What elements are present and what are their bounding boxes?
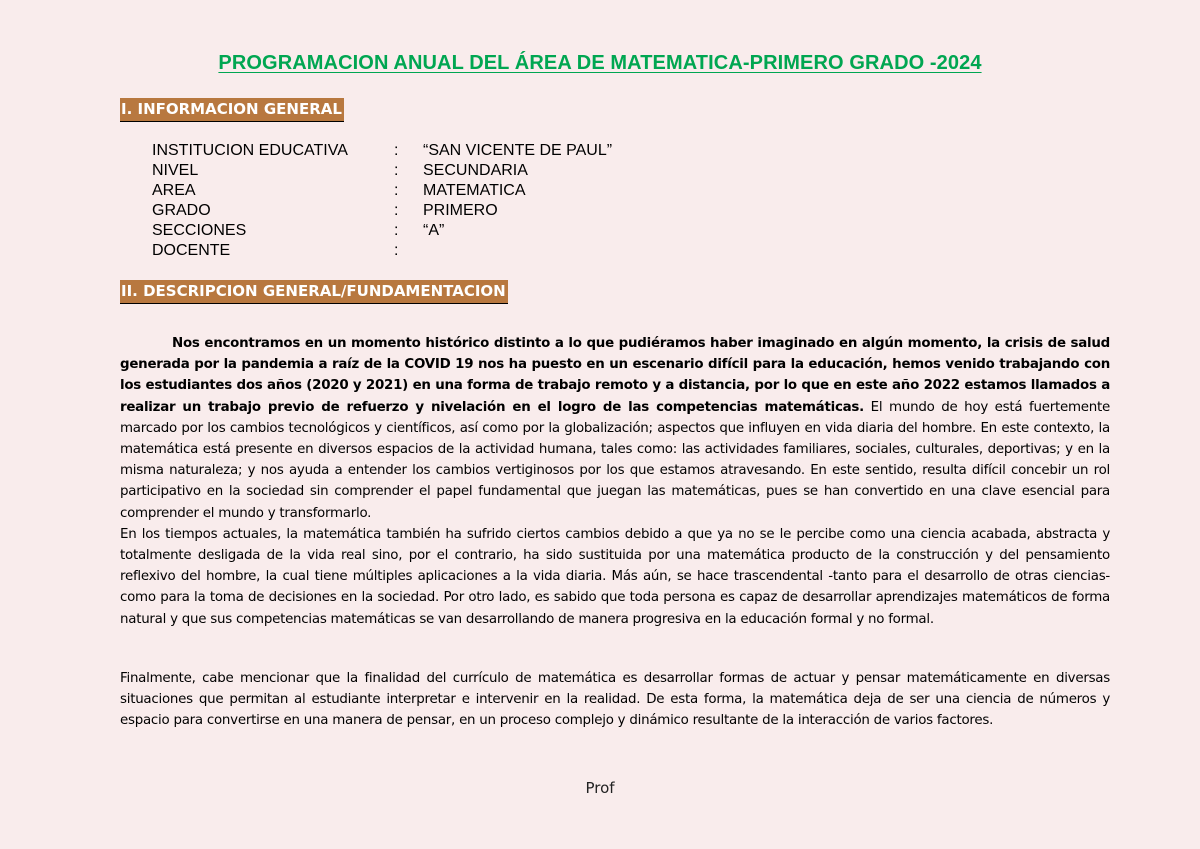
- document-title-text: PROGRAMACION ANUAL DEL ÁREA DE MATEMATICA-PRIMERO GRADO -2024: [218, 52, 982, 74]
- info-colon: :: [394, 242, 399, 259]
- info-label: SECCIONES: [152, 222, 247, 239]
- page-footer: Prof: [585, 779, 615, 797]
- info-colon: :: [394, 162, 399, 179]
- description-paragraph-3: Finalmente, cabe mencionar que la finalidad del currículo de matemática es desarrollar formas de actuar y pensar matemáticamente en diversas situaciones que permitan al estudiante interpretar e intervenir en la realidad. De esta forma, la matemática deja de ser una ciencia de números y espacio para convertirse en una manera de pensar, en un proceso complejo y dinámico resultante de la interacción de varios factores.: [120, 671, 1110, 729]
- info-colon: :: [394, 182, 399, 199]
- info-value: “A”: [423, 222, 445, 239]
- info-colon: :: [394, 202, 399, 219]
- info-value: MATEMATICA: [423, 182, 526, 199]
- info-value: SECUNDARIA: [423, 162, 528, 179]
- section-heading-general-info: I. INFORMACION GENERAL: [120, 98, 344, 122]
- document-title: [0, 52, 1200, 75]
- info-label: INSTITUCION EDUCATIVA: [152, 142, 348, 159]
- info-label: AREA: [152, 182, 196, 199]
- description-paragraph-2: En los tiempos actuales, la matemática también ha sufrido ciertos cambios debido a que ya no se le percibe como una ciencia acabada, abstracta y totalmente desligada de la vida real sino, por el contrario, ha sido sustituida por una matemática producto de la construcción y del pensamiento reflexivo del hombre, la cual tiene múltiples aplicaciones a la vida diaria. Más aún, se hace trascendental -tanto para el desarrollo de otras ciencias- como para la toma de decisiones en la sociedad. Por otro lado, es sabido que toda persona es capaz de desarrollar aprendizajes matemáticos de forma natural y que sus competencias matemáticas se van desarrollando de manera progresiva en la educación formal y no formal.: [120, 526, 1110, 627]
- info-label: GRADO: [152, 202, 211, 219]
- info-value: “SAN VICENTE DE PAUL”: [423, 142, 613, 159]
- paragraph-1-text: El mundo de hoy está fuertemente marcado por los cambios tecnológicos y científicos, así como por la globalización; aspectos que influyen en vida diaria del hombre. En este contexto, la matemática está presente en diversos espacios de la actividad humana, tales como: las actividades familiares, sociales, culturales, deportivas; y en la misma naturaleza; y nos ayuda a entender los cambios vertiginosos por los que estamos atravesando. En este sentido, resulta difícil concebir un rol participativo en la sociedad sin comprender el papel fundamental que juegan las matemáticas, pues se han convertido en una clave esencial para comprender el mundo y transformarlo.: [120, 399, 1110, 521]
- info-colon: :: [394, 222, 399, 239]
- info-label: DOCENTE: [152, 242, 231, 259]
- info-value: PRIMERO: [423, 202, 498, 219]
- description-paragraph-1: [120, 333, 1110, 630]
- section-heading-description: II. DESCRIPCION GENERAL/FUNDAMENTACION: [120, 280, 508, 304]
- paragraph-1-bold-text: Nos encontramos en un momento histórico distinto a lo que pudiéramos haber imaginado en algún momento, la crisis de salud generada por la pandemia a raíz de la COVID 19 nos ha puesto en un escenario difícil para la educación, hemos venido trabajando con los estudiantes dos años (2020 y 2021) en una forma de trabajo remoto y a distancia, por lo que en este año 2022 estamos llamados a realizar un trabajo previo de refuerzo y nivelación en el logro de las competencias matemáticas.: [120, 336, 1110, 415]
- info-label: NIVEL: [152, 162, 199, 179]
- info-colon: :: [394, 142, 399, 159]
